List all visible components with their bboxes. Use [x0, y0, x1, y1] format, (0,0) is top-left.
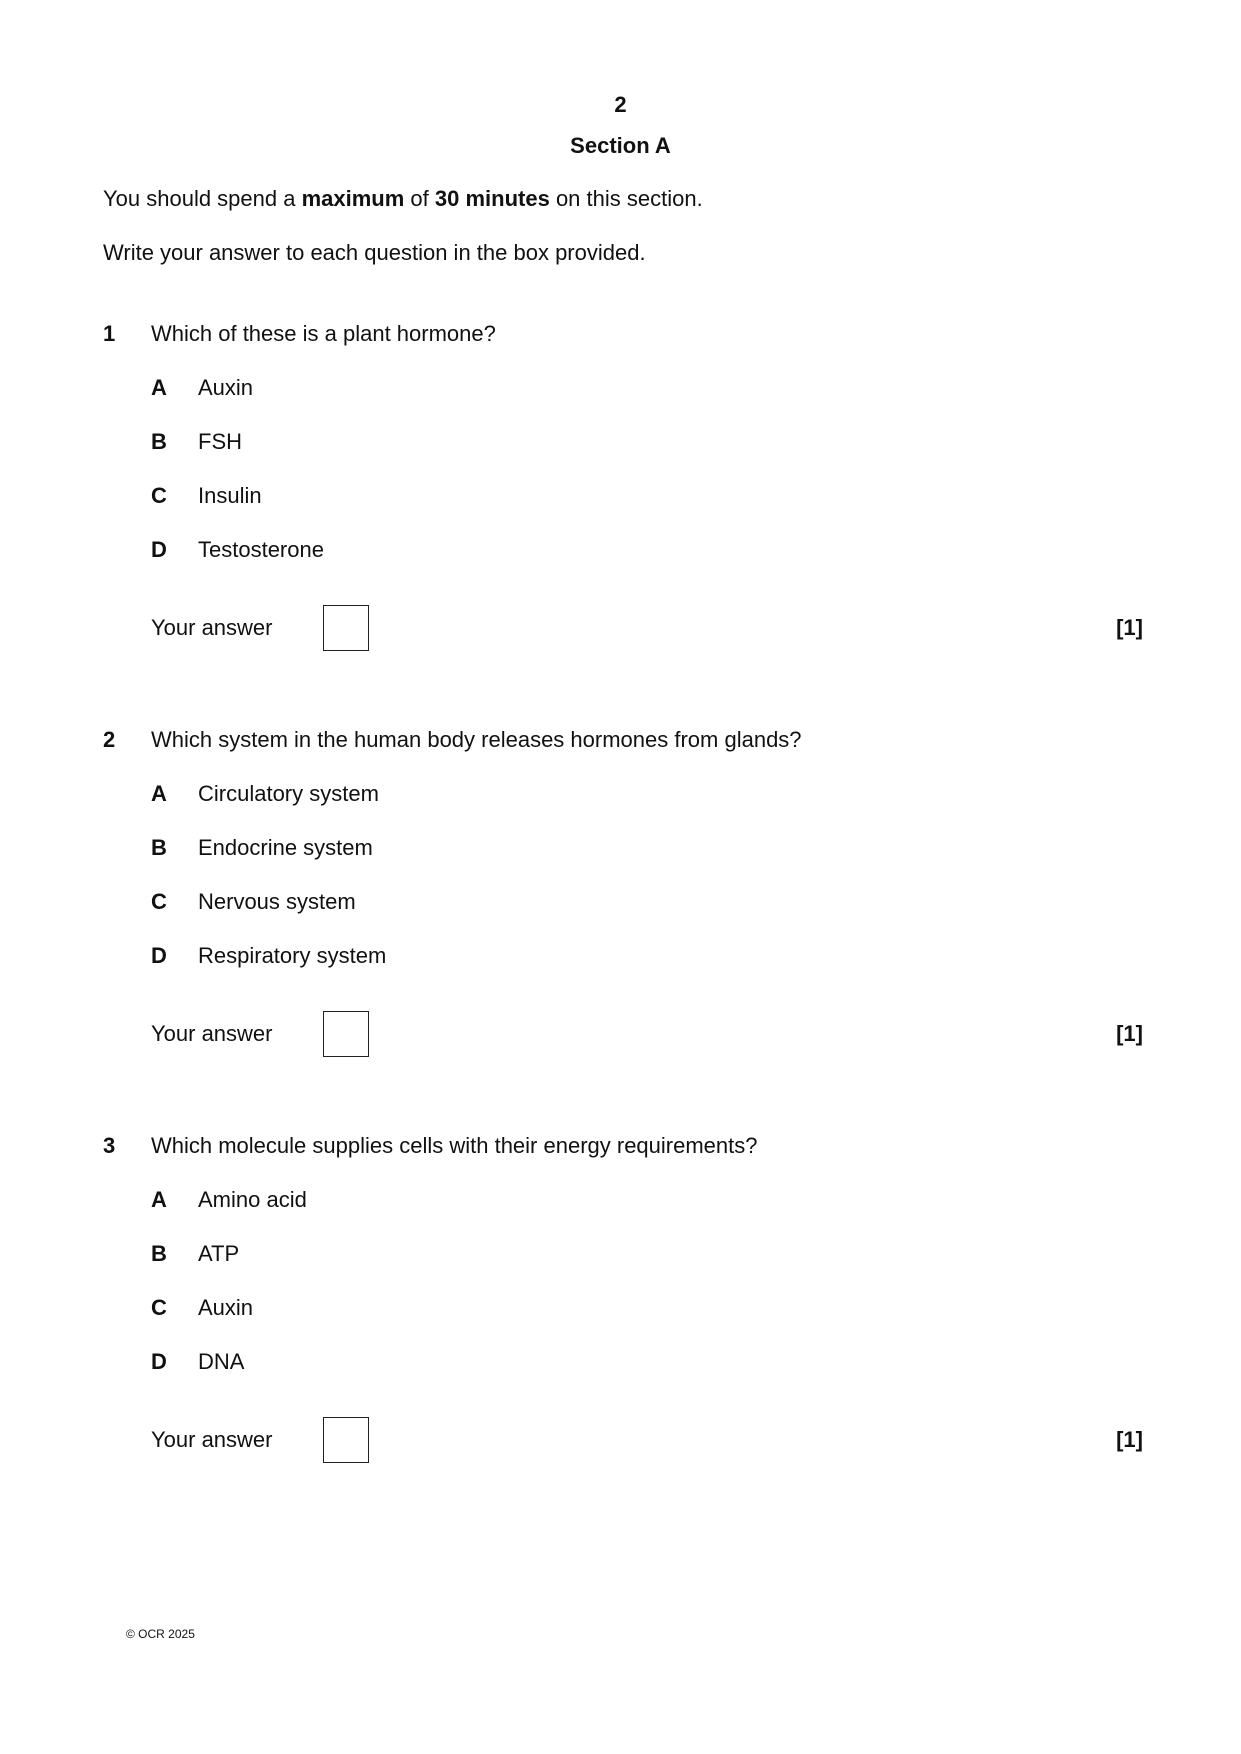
option-a: [103, 781, 1143, 811]
option-letter: A: [151, 781, 167, 806]
option-b: [103, 1241, 1143, 1271]
question-line: [103, 1133, 1143, 1163]
question-2: [103, 727, 1143, 1059]
option-text: FSH: [198, 429, 242, 454]
option-text: ATP: [198, 1241, 240, 1266]
option-letter: C: [151, 889, 167, 914]
option-letter: D: [151, 943, 167, 968]
option-a: [103, 1187, 1143, 1217]
copyright-footer: © OCR 2025: [126, 1627, 195, 1641]
option-b: [103, 429, 1143, 459]
option-text: DNA: [198, 1349, 245, 1374]
section-title: Section A: [570, 133, 671, 158]
option-letter: A: [151, 375, 167, 400]
answer-row: [103, 605, 1143, 653]
instruction-time-bold-maximum: maximum: [301, 186, 405, 211]
option-text: Insulin: [198, 483, 262, 508]
answer-box[interactable]: [323, 605, 369, 651]
question-text: Which molecule supplies cells with their energy requirements?: [151, 1133, 758, 1158]
option-letter: D: [151, 1349, 167, 1374]
instruction-time-post: on this section.: [549, 186, 703, 211]
page-number: 2: [614, 92, 627, 117]
option-a: [103, 375, 1143, 405]
option-letter: B: [151, 835, 167, 860]
option-letter: C: [151, 1295, 167, 1320]
question-text: Which system in the human body releases hormones from glands?: [151, 727, 802, 752]
question-text: Which of these is a plant hormone?: [151, 321, 496, 346]
question-line: [103, 321, 1143, 351]
option-c: [103, 889, 1143, 919]
question-number: 2: [103, 727, 116, 752]
instruction-time-bold-minutes: 30 minutes: [434, 186, 550, 211]
option-letter: B: [151, 1241, 167, 1266]
option-d: [103, 1349, 1143, 1379]
option-letter: C: [151, 483, 167, 508]
option-letter: D: [151, 537, 167, 562]
question-3: [103, 1133, 1143, 1465]
option-d: [103, 943, 1143, 973]
question-number: 3: [103, 1133, 116, 1158]
option-c: [103, 1295, 1143, 1325]
instruction-answer-box: Write your answer to each question in the box provided.: [103, 240, 646, 265]
option-text: Circulatory system: [198, 781, 379, 806]
answer-label: Your answer: [151, 615, 273, 640]
answer-row: [103, 1417, 1143, 1465]
option-text: Auxin: [198, 375, 254, 400]
answer-row: [103, 1011, 1143, 1059]
option-b: [103, 835, 1143, 865]
option-text: Endocrine system: [198, 835, 373, 860]
question-1: [103, 321, 1143, 653]
question-line: [103, 727, 1143, 757]
answer-label: Your answer: [151, 1427, 273, 1452]
option-text: Nervous system: [198, 889, 356, 914]
option-text: Auxin: [198, 1295, 254, 1320]
question-number: 1: [103, 321, 116, 346]
answer-box[interactable]: [323, 1011, 369, 1057]
instruction-time-mid: of: [404, 186, 435, 211]
option-d: [103, 537, 1143, 567]
option-c: [103, 483, 1143, 513]
answer-box[interactable]: [323, 1417, 369, 1463]
option-text: Amino acid: [198, 1187, 307, 1212]
marks-label: [1]: [1116, 1427, 1143, 1452]
option-letter: A: [151, 1187, 167, 1212]
option-text: Testosterone: [198, 537, 324, 562]
marks-label: [1]: [1116, 615, 1143, 640]
marks-label: [1]: [1116, 1021, 1143, 1046]
instruction-time: [103, 186, 703, 212]
instruction-time-pre: You should spend a: [103, 186, 302, 211]
option-text: Respiratory system: [198, 943, 387, 968]
answer-label: Your answer: [151, 1021, 273, 1046]
option-letter: B: [151, 429, 167, 454]
